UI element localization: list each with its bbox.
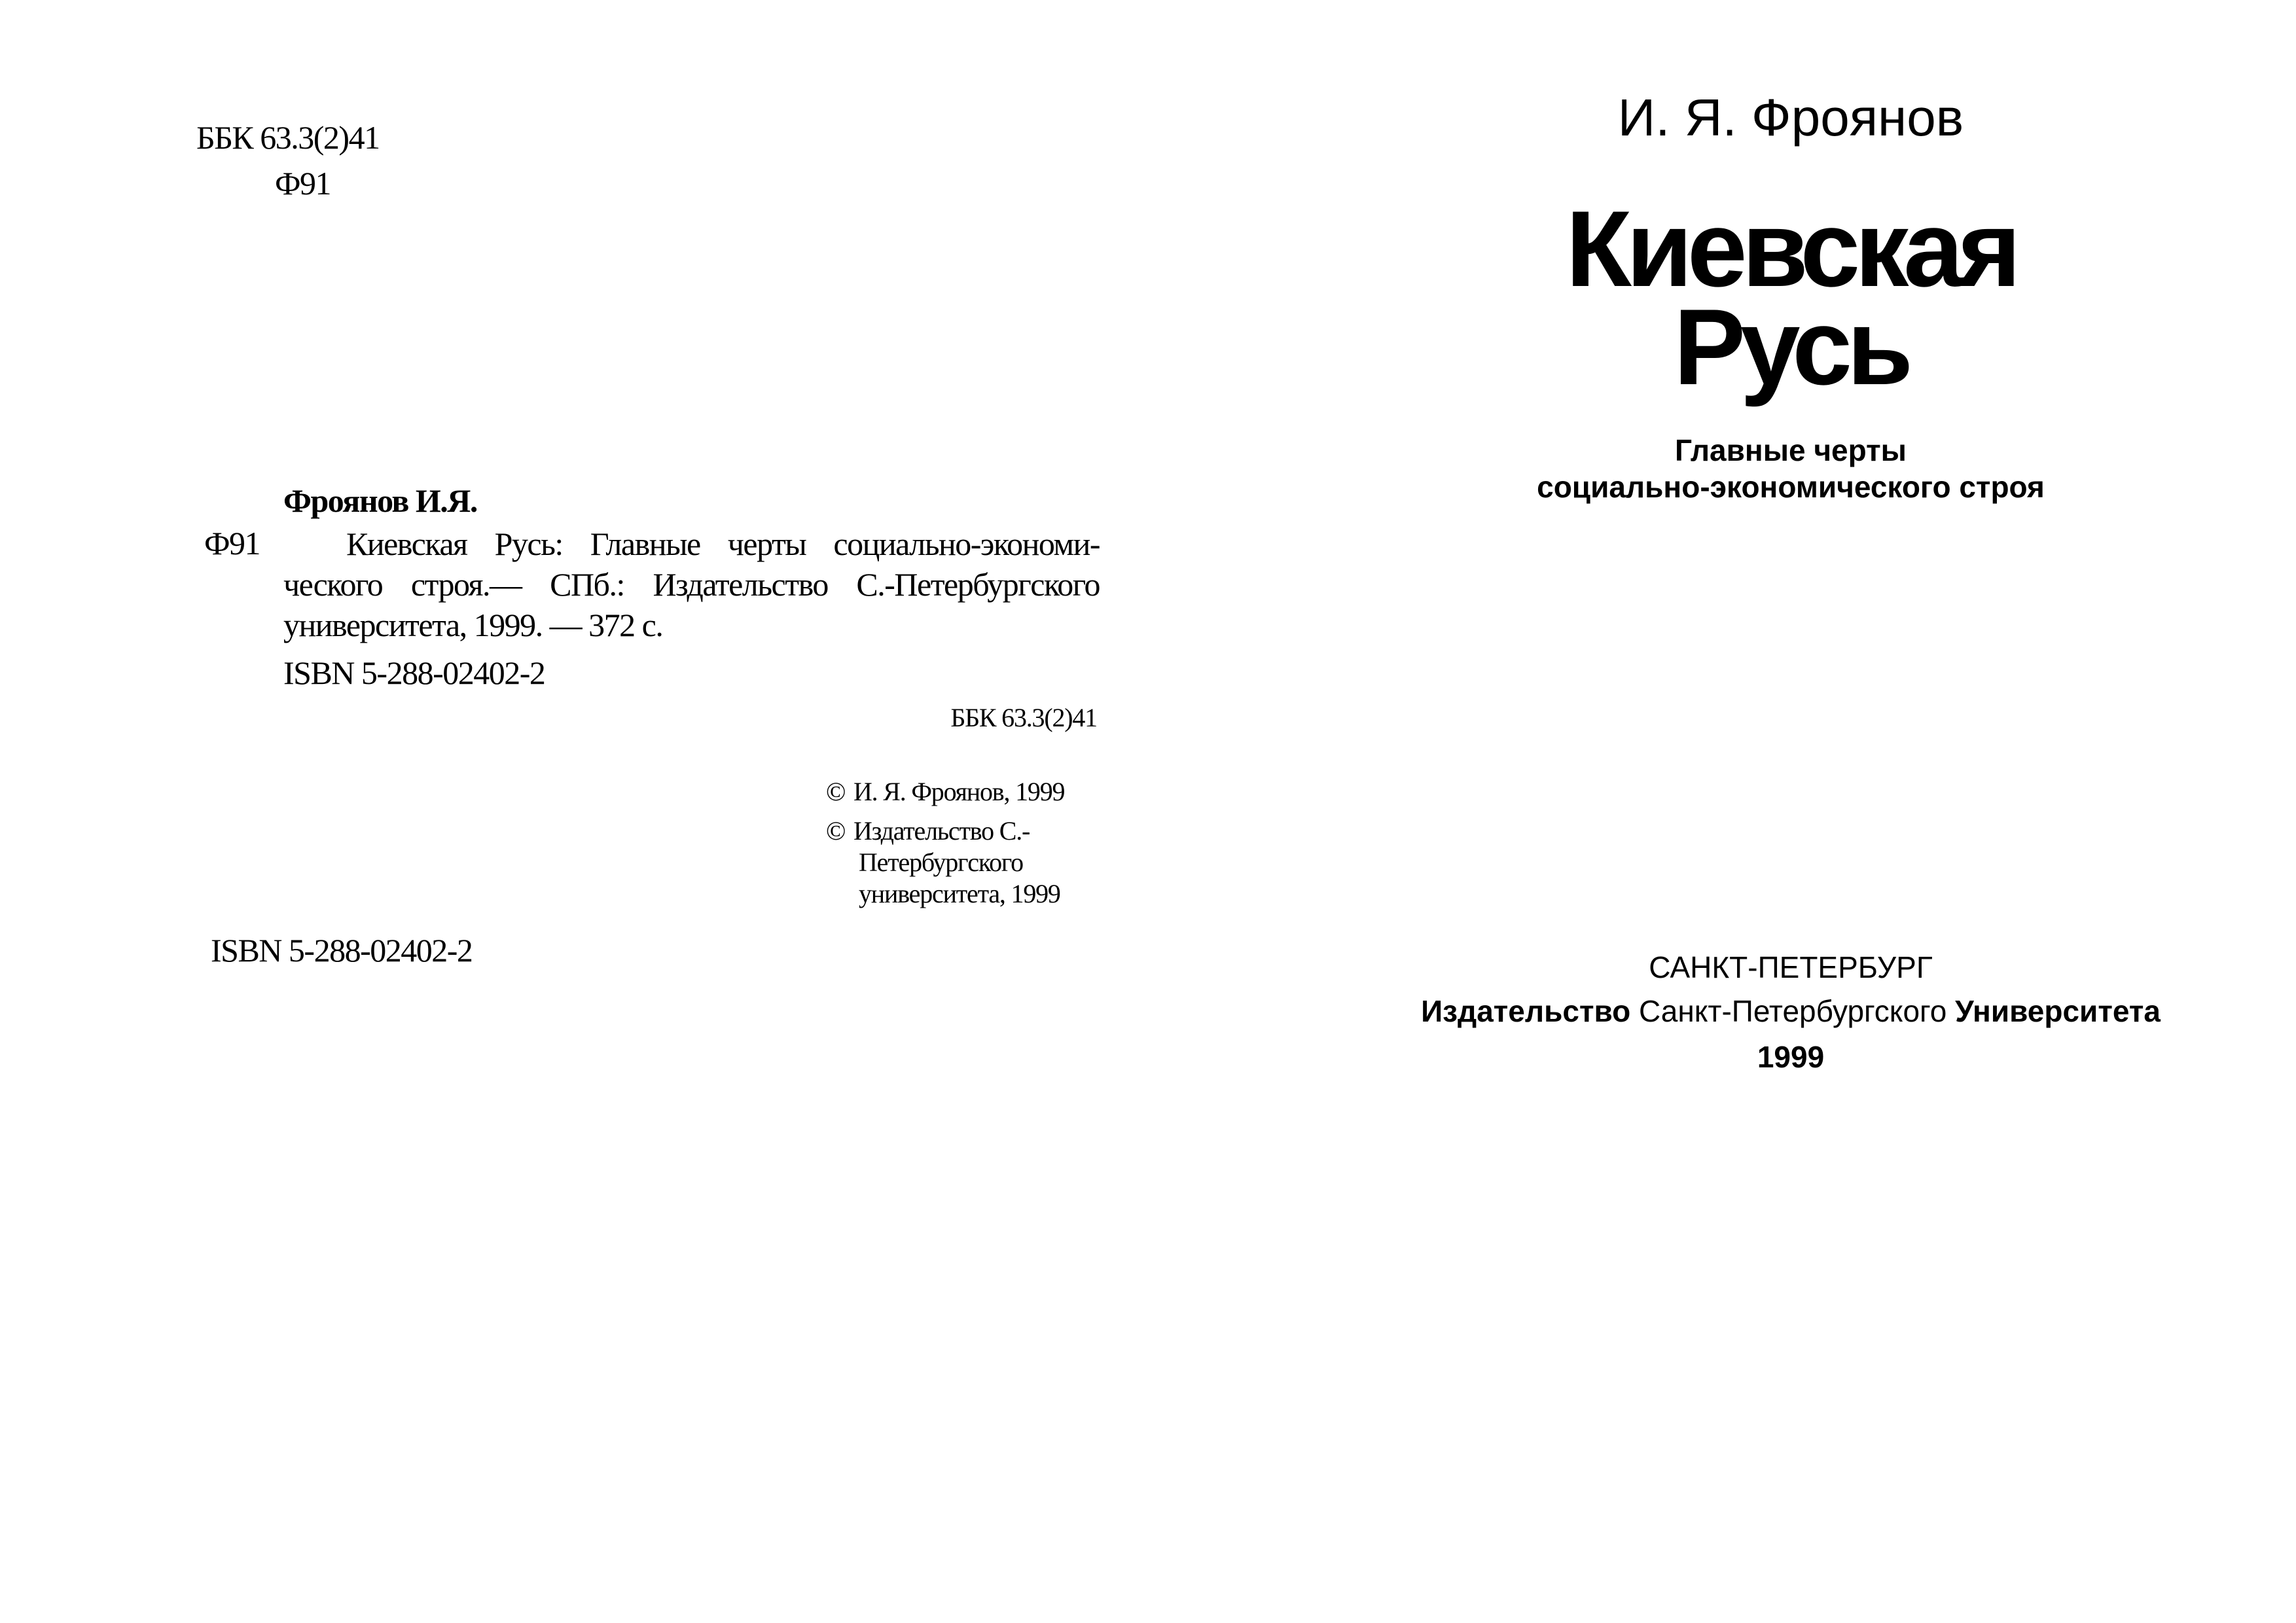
copyright-publisher-line-3: университета, 1999 bbox=[859, 879, 1060, 908]
title-page bbox=[1148, 0, 2296, 1623]
book-author: И. Я. Фроянов bbox=[1617, 88, 1964, 147]
copyright-author bbox=[826, 776, 1101, 808]
copyright-publisher-line-2: Петербургского bbox=[859, 847, 1023, 877]
book-subtitle-line-2: социально-экономического строя bbox=[1537, 470, 2045, 504]
copyright-author-text: И. Я. Фроянов, 1999 bbox=[853, 777, 1065, 806]
book-subtitle bbox=[1148, 432, 2296, 505]
catalog-card-author: Фроянов И.Я. bbox=[283, 482, 477, 519]
isbn-bottom: ISBN 5-288-02402-2 bbox=[211, 932, 473, 969]
book-title bbox=[1148, 188, 2296, 407]
publisher-part-2: Санкт-Петербургского bbox=[1639, 994, 1947, 1028]
bbk-code-top: ББК 63.3(2)41 bbox=[196, 119, 380, 156]
copyright-publisher-line-1: Издательство С.- bbox=[853, 816, 1030, 846]
publication-year: 1999 bbox=[1757, 1040, 1825, 1074]
copyright-symbol: © bbox=[826, 777, 846, 806]
catalog-card-bbk: ББК 63.3(2)41 bbox=[950, 703, 1097, 732]
book-subtitle-line-1: Главные черты bbox=[1675, 433, 1907, 467]
book-title-line-2: Русь bbox=[1674, 287, 1908, 407]
copyright-symbol: © bbox=[826, 816, 846, 846]
catalog-card-description: Киевская Русь: Главные черты социально-экономи-ческого строя.— СПб.: Издательство С.-Петербургского университета, 1999. — 372 с. bbox=[283, 526, 1100, 643]
publisher-part-1: Издательство bbox=[1421, 994, 1631, 1028]
catalog-card-index: Ф91 bbox=[204, 525, 260, 562]
publisher-part-3: Университета bbox=[1955, 994, 2161, 1028]
catalog-card-isbn: ISBN 5-288-02402-2 bbox=[283, 654, 545, 691]
author-index-top: Ф91 bbox=[275, 165, 331, 202]
copyright-publisher bbox=[826, 815, 1101, 910]
book-title-line-1: Киевская bbox=[1566, 188, 2016, 309]
publisher-name bbox=[1148, 991, 2296, 1031]
publication-city: САНКТ-ПЕТЕРБУРГ bbox=[1649, 950, 1933, 984]
